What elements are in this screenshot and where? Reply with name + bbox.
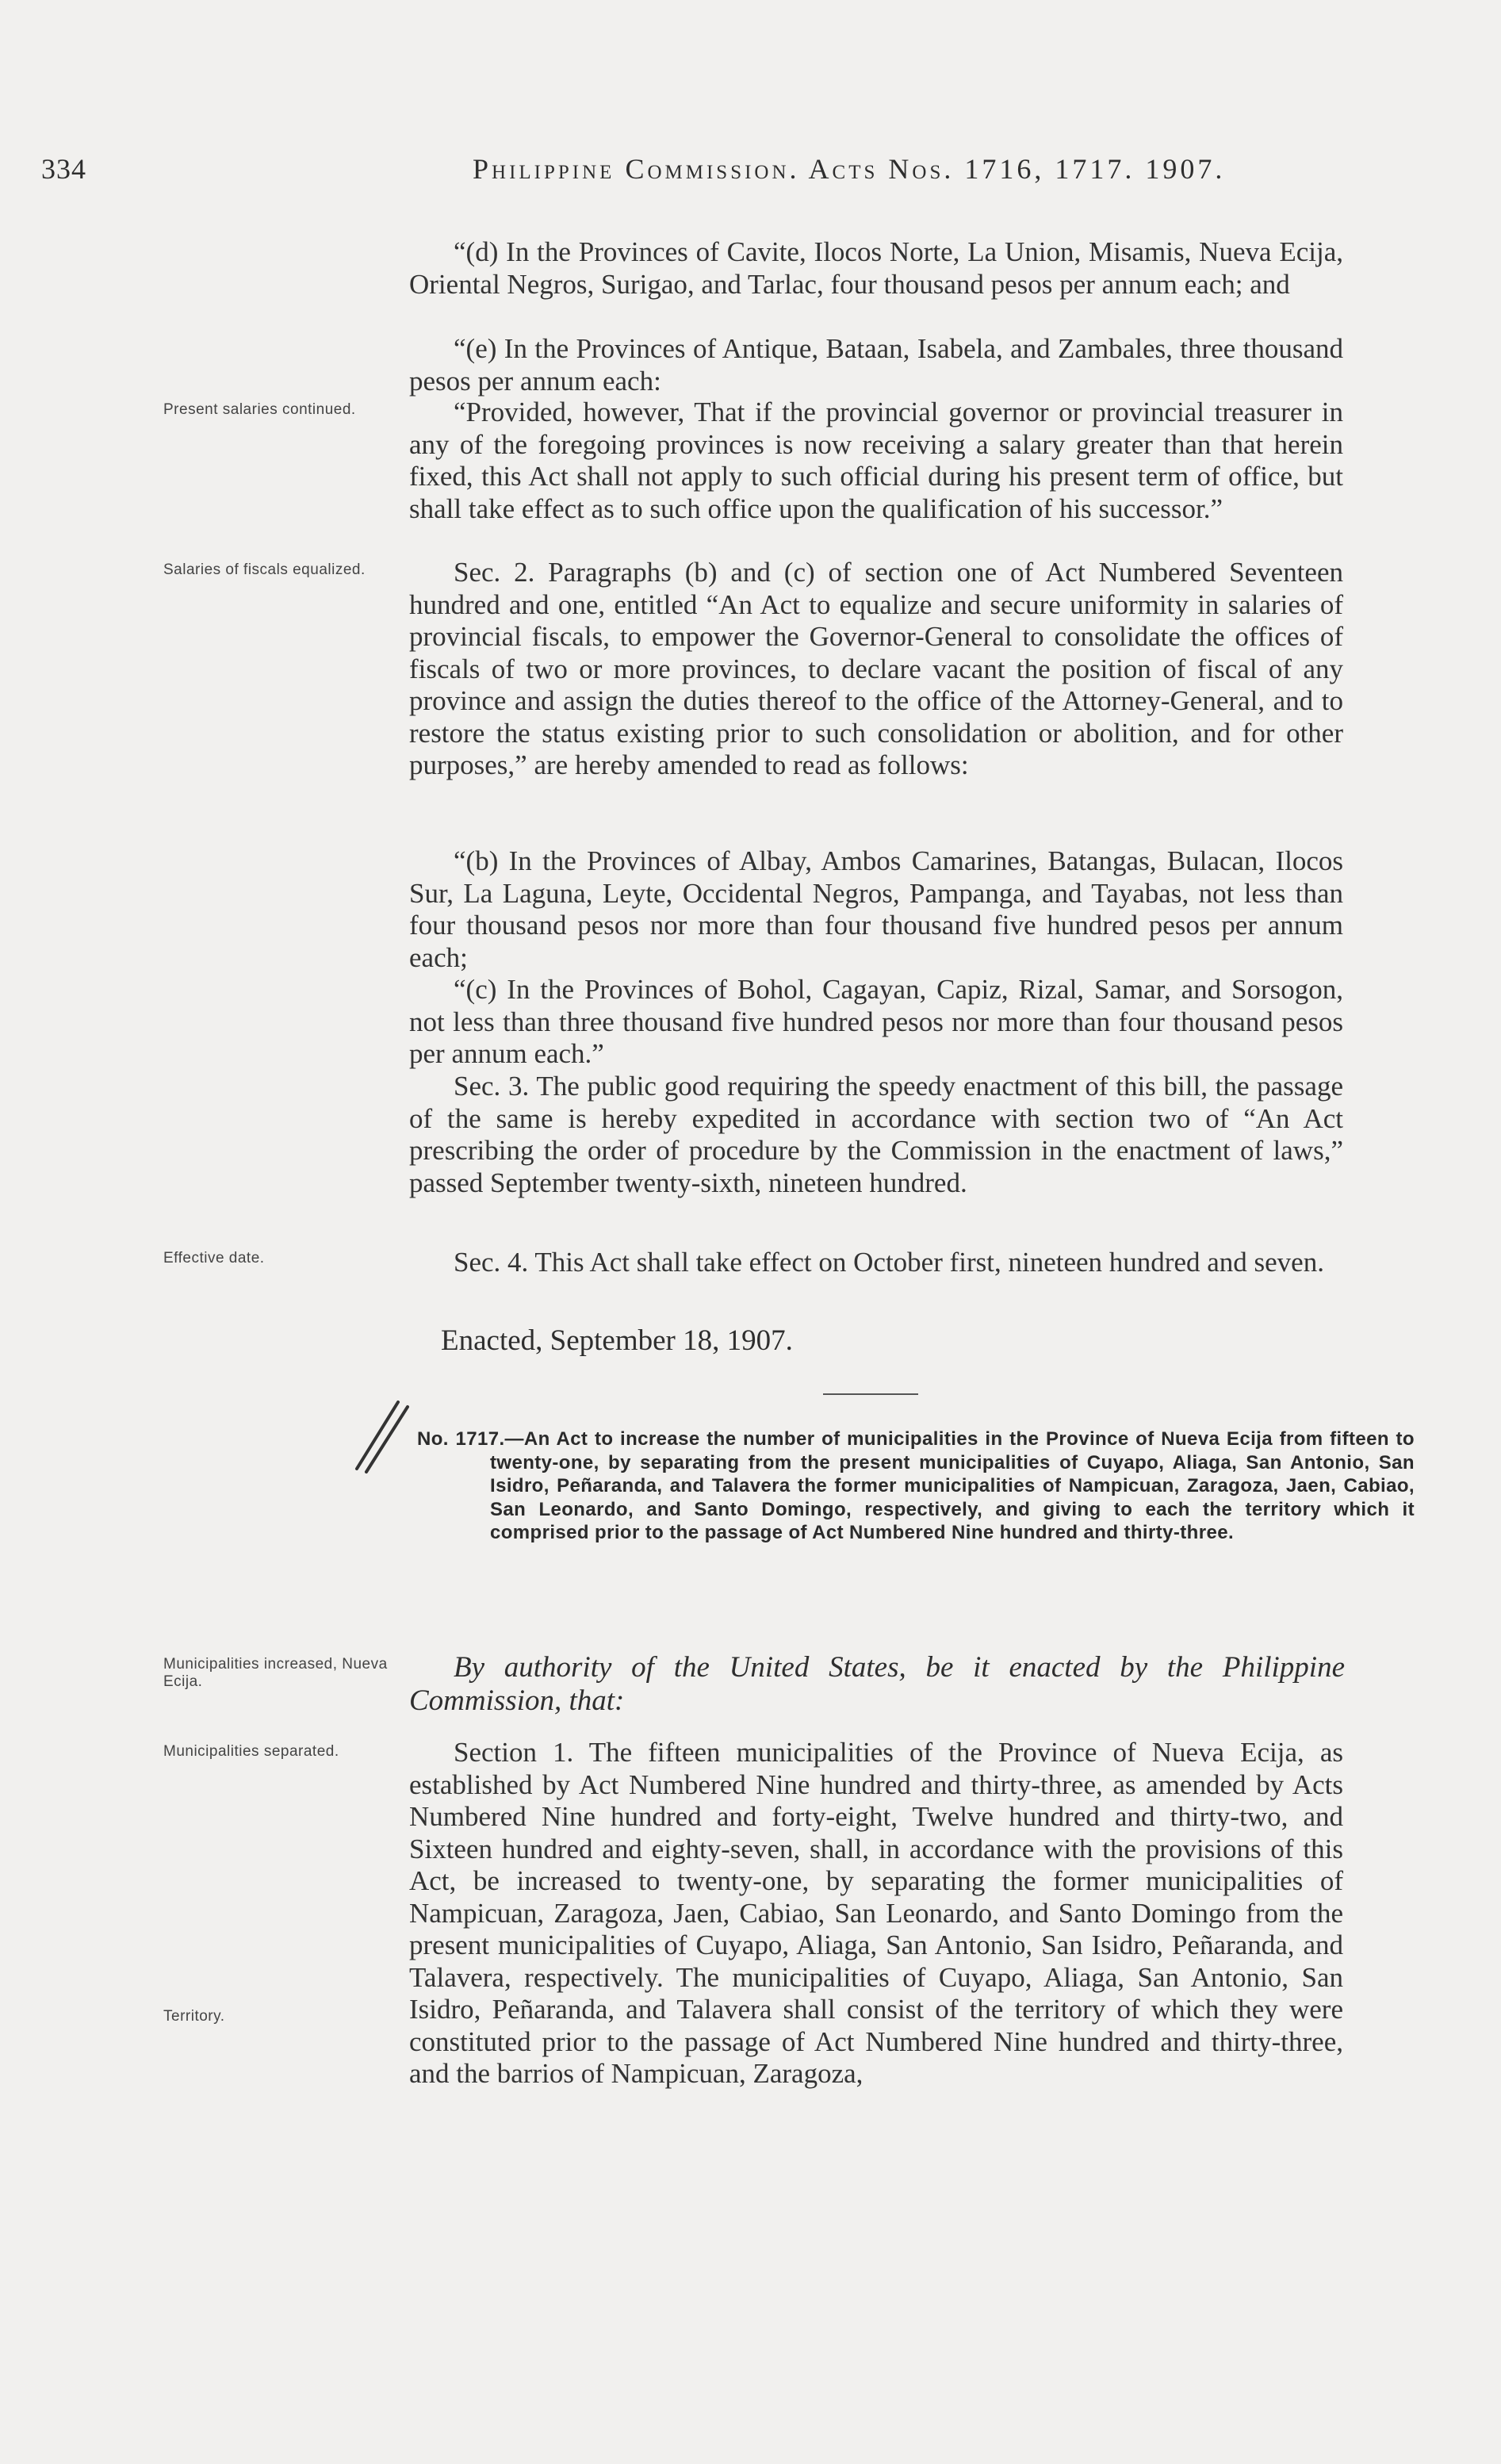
section-divider	[823, 1393, 918, 1395]
margin-note-salaries-fiscals: Salaries of fiscals equalized.	[163, 561, 366, 578]
margin-note-municipalities-separated: Municipalities separated.	[163, 1743, 339, 1760]
margin-note-effective-date: Effective date.	[163, 1250, 265, 1266]
proviso-paragraph: “Provided, however, That if the provincial governor or provincial treasurer in any of the foregoing provinces is now receiving a salary greater than that herein fixed, this Act shall not apply to such official during his present term of office, but shall take effect as to such office upon the qualification of his successor.”	[409, 397, 1343, 524]
page-number: 334	[41, 153, 86, 185]
paragraph-e: “(e) In the Provinces of Antique, Bataan, Isabela, and Zambales, three thousand pesos per annum each:	[409, 333, 1343, 397]
section-1: Section 1. The fifteen municipalities of the Province of Nueva Ecija, as established by Act Numbered Nine hundred and thirty-three, as amended by Acts Numbered Nine hundred and forty-eight, Twelve hundred and thirty-two, and Sixteen hundred and eighty-seven, shall, in accordance with the provisions of this Act, be increased to twenty-one, by separating the former municipalities of Nampicuan, Zaragoza, Jaen, Cabiao, San Leonardo, and Santo Domingo from the present municipalities of Cuyapo, Aliaga, San Antonio, San Isidro, Peñaranda, and Talavera, respectively. The municipalities of Cuyapo, Aliaga, San Antonio, San Isidro, Peñaranda, and Talavera shall consist of the territory of which they were constituted prior to the passage of Act Numbered Nine hundred and thirty-three, and the barrios of Nampicuan, Zaragoza,	[409, 1737, 1343, 2089]
pen-mark-icon	[349, 1399, 412, 1475]
section-3: Sec. 3. The public good requiring the speedy enactment of this bill, the passage of the same is hereby expedited in accordance with section two of “An Act prescribing the order of procedure by the Commission in the enactment of laws,” passed September twenty-sixth, nineteen hundred.	[409, 1071, 1343, 1198]
running-head: Philippine Commission. Acts Nos. 1716, 1717. 1907.	[473, 153, 1226, 185]
enacted-date: Enacted, September 18, 1907.	[441, 1324, 793, 1357]
paragraph-b: “(b) In the Provinces of Albay, Ambos Camarines, Batangas, Bulacan, Ilocos Sur, La Laguna, Leyte, Occidental Negros, Pampanga, and Tayabas, not less than four thousand pesos nor more than four thousand five hundred pesos per annum each;	[409, 845, 1343, 973]
paragraph-c: “(c) In the Provinces of Bohol, Cagayan, Capiz, Rizal, Samar, and Sorsogon, not less than three thousand five hundred pesos nor more than four thousand pesos per annum each.”	[409, 974, 1343, 1069]
section-4: Sec. 4. This Act shall take effect on October first, nineteen hundred and seven.	[454, 1247, 1324, 1278]
margin-note-present-salaries: Present salaries continued.	[163, 401, 356, 418]
enacting-clause: By authority of the United States, be it enacted by the Philippine Commission, that:	[409, 1651, 1345, 1717]
margin-note-territory: Territory.	[163, 2008, 225, 2025]
act-1717-heading: No. 1717.—An Act to increase the number of municipalities in the Province of Nueva Ecija from fifteen to twenty-one, by separating from the present municipalities of Cuyapo, Aliaga, San Antonio, San Isidro, Peñaranda, and Talavera the former municipalities of Nampicuan, Zaragoza, Jaen, Cabiao, San Leonardo, and Santo Domingo, respectively, and giving to each the territory which it comprised prior to the passage of Act Numbered Nine hundred and thirty-three.	[417, 1428, 1415, 1543]
section-2: Sec. 2. Paragraphs (b) and (c) of section one of Act Numbered Seventeen hundred and one, entitled “An Act to equalize and secure uniformity in salaries of provincial fiscals, to empower the Governor-General to consolidate the offices of fiscals of two or more provinces, to declare vacant the position of fiscal of any province and assign the duties thereof to the office of the Attorney-General, and to restore the status existing prior to such consolidation or abolition, and for other purposes,” are hereby amended to read as follows:	[409, 557, 1343, 780]
margin-note-municipalities-increased: Municipalities increased, Nueva Ecija.	[163, 1656, 388, 1690]
paragraph-d: “(d) In the Provinces of Cavite, Ilocos Norte, La Union, Misamis, Nueva Ecija, Oriental Negros, Surigao, and Tarlac, four thousand pesos per annum each; and	[409, 236, 1343, 300]
